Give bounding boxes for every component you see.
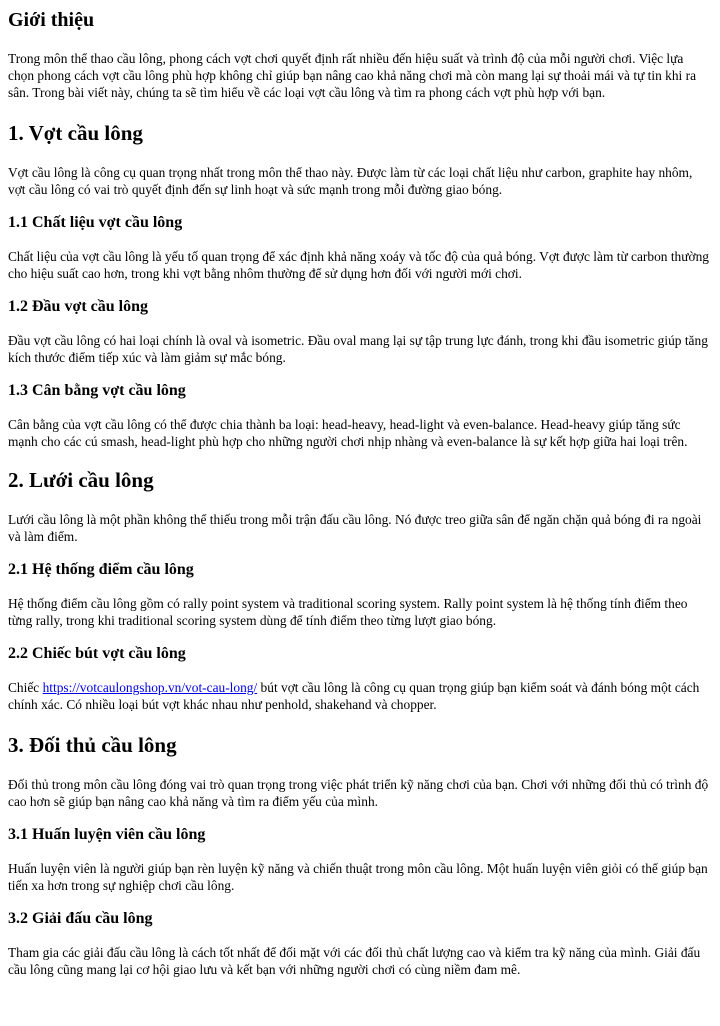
section-1-3-paragraph: Cân bằng của vợt cầu lông có thể được chia thành ba loại: head-heavy, head-light và even-balance. Head-heavy giúp tăng sức mạnh cho các cú smash, head-light phù hợp cho những người chơi nhịp nhàng và even-balance là sự kết hợp giữa hai loại trên. xyxy=(8,417,688,449)
section-3-paragraph: Đối thủ trong môn cầu lông đóng vai trò quan trọng trong việc phát triển kỹ năng chơi của bạn. Chơi với những đối thủ có trình độ cao hơn sẽ giúp bạn nâng cao khả năng và tìm ra điểm yếu của mình. xyxy=(8,777,709,809)
section-2-1-heading: 2.1 Hệ thống điểm cầu lông xyxy=(8,561,194,578)
section-1-1-heading: 1.1 Chất liệu vợt cầu lông xyxy=(8,214,183,231)
section-2-1-paragraph: Hệ thống điểm cầu lông gồm có rally point system và traditional scoring system. Rally point system là hệ thống tính điểm theo từng rally, trong khi traditional scoring system dùng để tính điểm theo từng lượt giao bóng. xyxy=(8,596,688,628)
section-2-heading: 2. Lưới cầu lông xyxy=(8,468,154,492)
section-1-2-paragraph: Đầu vợt cầu lông có hai loại chính là oval và isometric. Đầu oval mang lại sự tập trung lực đánh, trong khi đầu isometric giúp tăng kích thước điểm tiếp xúc và làm giảm sự mắc bóng. xyxy=(8,333,708,365)
section-2-2-text-after: bút vợt cầu lông là công cụ quan trọng giúp bạn kiểm soát và đánh bóng một cách chính xác. Có nhiều loại bút vợt khác nhau như penhold, shakehand và chopper. xyxy=(8,680,700,712)
intro-paragraph: Trong môn thể thao cầu lông, phong cách vợt chơi quyết định rất nhiều đến hiệu suất và trình độ của mỗi người chơi. Việc lựa chọn phong cách vợt cầu lông phù hợp không chỉ giúp bạn nâng cao khả năng chơi mà còn mang lại sự thoải mái và tự tin khi ra sân. Trong bài viết này, chúng ta sẽ tìm hiểu về các loại vợt cầu lông và tìm ra phong cách vợt phù hợp với bạn. xyxy=(8,51,697,100)
section-1-3-heading: 1.3 Cân bằng vợt cầu lông xyxy=(8,382,186,399)
section-3-2-heading: 3.2 Giải đấu cầu lông xyxy=(8,910,153,927)
section-1-heading: 1. Vợt cầu lông xyxy=(8,121,143,145)
section-3-1-paragraph: Huấn luyện viên là người giúp bạn rèn luyện kỹ năng và chiến thuật trong môn cầu lông. Một huấn luyện viên giỏi có thể giúp bạn tiến xa hơn trong sự nghiệp chơi cầu lông. xyxy=(8,861,708,893)
section-1-2-heading: 1.2 Đầu vợt cầu lông xyxy=(8,298,148,315)
votcaulongshop-link[interactable]: https://votcaulongshop.vn/vot-cau-long/ xyxy=(42,680,258,695)
section-2-2-text-before: Chiếc xyxy=(8,680,43,695)
section-3-2-paragraph: Tham gia các giải đấu cầu lông là cách tốt nhất để đối mặt với các đối thủ chất lượng cao và kiểm tra kỹ năng của mình. Giải đấu cầu lông cũng mang lại cơ hội giao lưu và kết bạn với những người chơi có cùng niềm đam mê. xyxy=(8,945,701,977)
section-1-paragraph: Vợt cầu lông là công cụ quan trọng nhất trong môn thể thao này. Được làm từ các loại chất liệu như carbon, graphite hay nhôm, vợt cầu lông có vai trò quyết định đến sự linh hoạt và sức mạnh trong mỗi đường giao bóng. xyxy=(8,165,693,197)
section-2-paragraph: Lưới cầu lông là một phần không thể thiếu trong mỗi trận đấu cầu lông. Nó được treo giữa sân để ngăn chặn quả bóng đi ra ngoài và làm điểm. xyxy=(8,512,702,544)
document-page xyxy=(0,8,720,978)
section-1-1-paragraph: Chất liệu của vợt cầu lông là yếu tố quan trọng để xác định khả năng xoáy và tốc độ của quả bóng. Vợt được làm từ carbon thường cho hiệu suất cao hơn, trong khi vợt bằng nhôm thường để sử dụng hơn đối với người mới chơi. xyxy=(8,249,709,281)
section-3-1-heading: 3.1 Huấn luyện viên cầu lông xyxy=(8,826,206,843)
section-3-heading: 3. Đối thủ cầu lông xyxy=(8,733,177,757)
section-2-2-paragraph xyxy=(8,679,712,713)
intro-heading: Giới thiệu xyxy=(8,9,95,31)
section-2-2-heading: 2.2 Chiếc bút vợt cầu lông xyxy=(8,645,186,662)
